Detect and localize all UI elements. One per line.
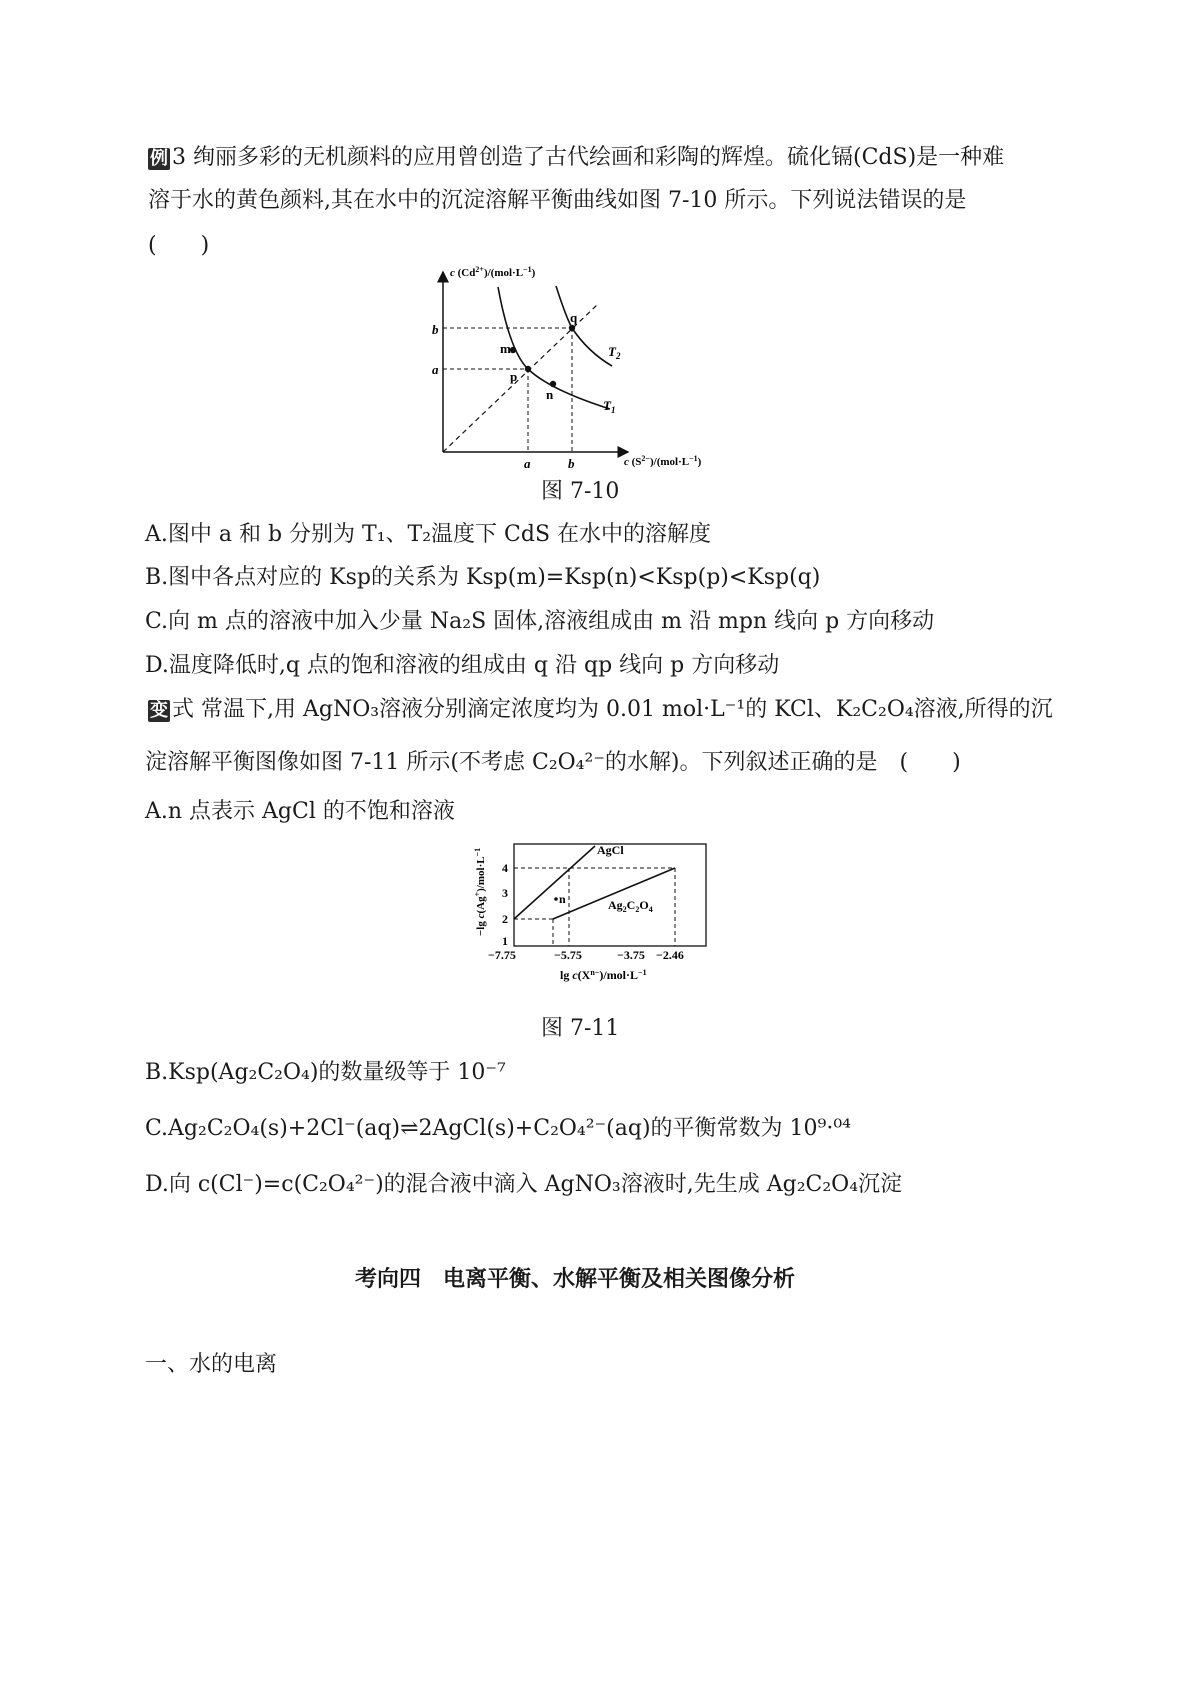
x-tick-2-46: −2.46 [656,948,684,962]
y-tick-b: b [432,322,439,337]
example3-option-d: D.温度降低时,q 点的饱和溶液的组成由 q 沿 qp 线向 p 方向移动 [145,653,780,678]
variant-option-d: D.向 c(Cl⁻)=c(C₂O₄²⁻)的混合液中滴入 AgNO₃溶液时,先生成 Ag₂C₂O₄沉淀 [145,1172,903,1197]
label-p: p [510,369,518,384]
x-tick-5-75: −5.75 [554,948,582,962]
figure-7-11-caption: 图 7-11 [541,1016,620,1041]
x-tick-3-75: −3.75 [617,948,645,962]
figure-7-11 [462,838,722,1003]
y-tick-1: 1 [502,934,508,948]
example3-option-b: B.图中各点对应的 Ksp的关系为 Ksp(m)=Ksp(n)<Ksp(p)<Ksp(q) [145,565,821,590]
example3-option-a: A.图中 a 和 b 分别为 T₁、T₂温度下 CdS 在水中的溶解度 [145,522,712,547]
example3-line2: 溶于水的黄色颜料,其在水中的沉淀溶解平衡曲线如图 7-10 所示。下列说法错误的是 [148,188,967,213]
section-heading: 考向四 电离平衡、水解平衡及相关图像分析 [355,1267,796,1292]
label-q: q [570,310,578,325]
y-tick-2: 2 [502,912,508,926]
label-ag2c2o4: $Ag_2C_2O_4$ [608,898,653,914]
x-axis-label: $\lg c(X^{n-})/mol\cdot L^{-1}$ [560,968,647,982]
answer-blank: ( ) [148,233,210,258]
label-n: n [546,387,554,402]
x-axis-label: c $(S^{2-})/(mol\cdot L^{-1})$ [624,454,702,468]
point-p [525,366,531,372]
svg-text:−lg c(Ag+)/mol·L−1: −lg $c(Ag^+)/mol\cdot L^{-1}$ [473,847,487,936]
example3-option-c: C.向 m 点的溶液中加入少量 Na₂S 固体,溶液组成由 m 沿 mpn 线向 p 方向移动 [145,609,935,634]
y-tick-3: 3 [502,886,508,900]
diagonal-line [443,304,598,452]
line-agcl [514,846,595,919]
y-tick-a: a [432,362,439,377]
variant-option-c: C.Ag₂C₂O₄(s)+2Cl⁻(aq)⇌2AgCl(s)+C₂O₄²⁻(aq)的平衡常数为 10⁹·⁰⁴ [145,1116,851,1141]
label-n: n [559,892,566,906]
example-badge: 例 [150,148,168,169]
figure-7-10 [420,262,740,474]
y-axis-label: c $(Cd^{2+})/(mol\cdot L^{-1})$ [450,265,536,279]
variant-line2: 淀溶解平衡图像如图 7-11 所示(不考虑 C₂O₄²⁻的水解)。下列叙述正确的是 ( ) [145,750,961,775]
example3-line1: 例 3 绚丽多彩的无机颜料的应用曾创造了古代绘画和彩陶的辉煌。硫化镉(CdS)是一种难 [150,145,1005,170]
variant-badge: 变 [150,700,168,721]
label-m: m [500,341,511,356]
point-q [569,325,575,331]
figure-7-10-caption: 图 7-10 [541,479,620,504]
subheading: 一、水的电离 [145,1352,278,1377]
label-t1: $T_1$ [603,398,616,415]
curve-t2 [556,286,612,366]
label-t2: $T_2$ [608,344,621,361]
x-tick-b: b [568,456,575,471]
variant-option-b: B.Ksp(Ag₂C₂O₄)的数量级等于 10⁻⁷ [145,1060,506,1085]
x-tick-a: a [524,456,531,471]
point-n [554,897,558,901]
variant-option-a: A.n 点表示 AgCl 的不饱和溶液 [145,799,455,824]
label-agcl: AgCl [597,843,624,857]
y-axis-label [473,848,487,936]
variant-line1: 变 式 常温下,用 AgNO₃溶液分别滴定浓度均为 0.01 mol·L⁻¹的 KCl、K₂C₂O₄溶液,所得的沉 [150,697,1053,722]
y-tick-4: 4 [502,861,508,875]
x-tick-7-75: −7.75 [488,948,516,962]
